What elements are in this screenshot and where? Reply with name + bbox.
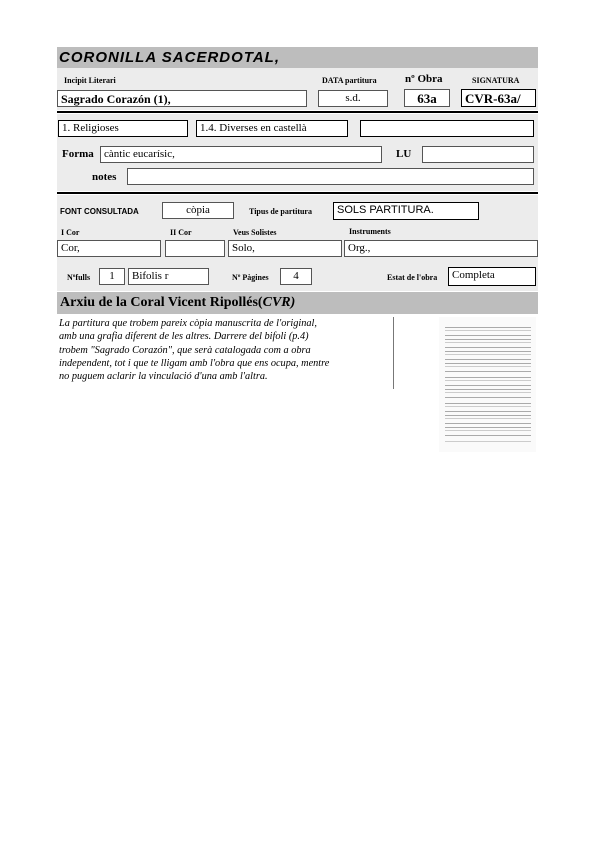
forma-label: Forma	[62, 148, 94, 160]
staff-line	[445, 339, 531, 348]
font-consultada-label: FONT CONSULTADA	[60, 207, 139, 216]
nfulls-field[interactable]: 1	[99, 268, 125, 285]
staff-line	[445, 427, 531, 436]
ii-cor-field[interactable]	[165, 240, 225, 257]
staff-line	[445, 377, 531, 386]
incipit-label: Incipit Literari	[64, 76, 116, 85]
font-consultada-field[interactable]: còpia	[162, 202, 234, 219]
forma-field[interactable]: càntic eucarísic,	[100, 146, 382, 163]
veus-solistes-field[interactable]: Solo,	[228, 240, 342, 257]
data-partitura-label: DATA partitura	[322, 76, 377, 85]
divider-2	[57, 192, 538, 194]
incipit-field[interactable]: Sagrado Corazón (1),	[57, 90, 307, 107]
divider-1	[57, 111, 538, 113]
notes-label: notes	[92, 171, 117, 183]
notes-line: independent, tot i que te lligam amb l'obra que ens ocupa, mentre	[59, 357, 330, 369]
ii-cor-label: II Cor	[170, 228, 192, 237]
lu-field[interactable]	[422, 146, 534, 163]
archive-title	[60, 295, 295, 311]
instruments-label: Instruments	[349, 227, 391, 236]
vertical-divider	[393, 317, 394, 389]
i-cor-field[interactable]: Cor,	[57, 240, 161, 257]
staff-line	[445, 363, 531, 372]
staff-line	[445, 389, 531, 398]
notes-line: La partitura que trobem pareix còpia manuscrita de l'original,	[59, 318, 317, 329]
tipus-partitura-label: Tipus de partitura	[249, 207, 312, 216]
veus-solistes-label: Veus Solistes	[233, 228, 277, 237]
category-field-2[interactable]: 1.4. Diverses en castellà	[196, 120, 348, 137]
document-title: CORONILLA SACERDOTAL,	[59, 49, 280, 66]
i-cor-label: I Cor	[61, 228, 80, 237]
estat-label: Estat de l'obra	[387, 273, 438, 282]
archive-title-abbrev: CVR)	[262, 295, 296, 310]
notes-line: trobem "Sagrado Corazón", que serà catalogada com a obra	[59, 344, 311, 356]
staff-line	[445, 351, 531, 360]
staff-line	[445, 403, 531, 412]
notes-line: no puguem aclarir la vinculació d'una amb l'altra.	[59, 371, 268, 383]
signatura-label: SIGNATURA	[472, 76, 520, 85]
notes-field[interactable]	[127, 168, 534, 185]
instruments-field[interactable]: Org.,	[344, 240, 538, 257]
estat-field[interactable]: Completa	[448, 267, 536, 286]
notes-line: amb una grafia diferent de les altres. Darrere del bifoli (p.4)	[59, 331, 309, 343]
bifolis-field[interactable]: Bifolis r	[128, 268, 209, 285]
category-field-1[interactable]: 1. Religioses	[58, 120, 188, 137]
n-obra-field[interactable]: 63a	[404, 89, 450, 107]
tipus-partitura-field[interactable]: SOLS PARTITURA.	[333, 202, 479, 220]
score-thumbnail-image	[439, 317, 536, 452]
archive-title-text: Arxiu de la Coral Vicent Ripollés(	[60, 295, 263, 310]
staff-line	[445, 327, 531, 336]
nfulls-label: Nºfulls	[67, 273, 91, 282]
archive-notes	[59, 317, 389, 383]
category-field-3[interactable]	[360, 120, 534, 137]
signatura-field[interactable]: CVR-63a/	[461, 89, 536, 107]
thumbnail-footer-line	[445, 441, 531, 442]
lu-label: LU	[396, 148, 412, 160]
data-partitura-field[interactable]: s.d.	[318, 90, 388, 107]
npagines-field[interactable]: 4	[280, 268, 312, 285]
staff-line	[445, 415, 531, 424]
n-obra-label: nº Obra	[405, 73, 443, 85]
npagines-label: Nº Pàgines	[232, 273, 269, 282]
